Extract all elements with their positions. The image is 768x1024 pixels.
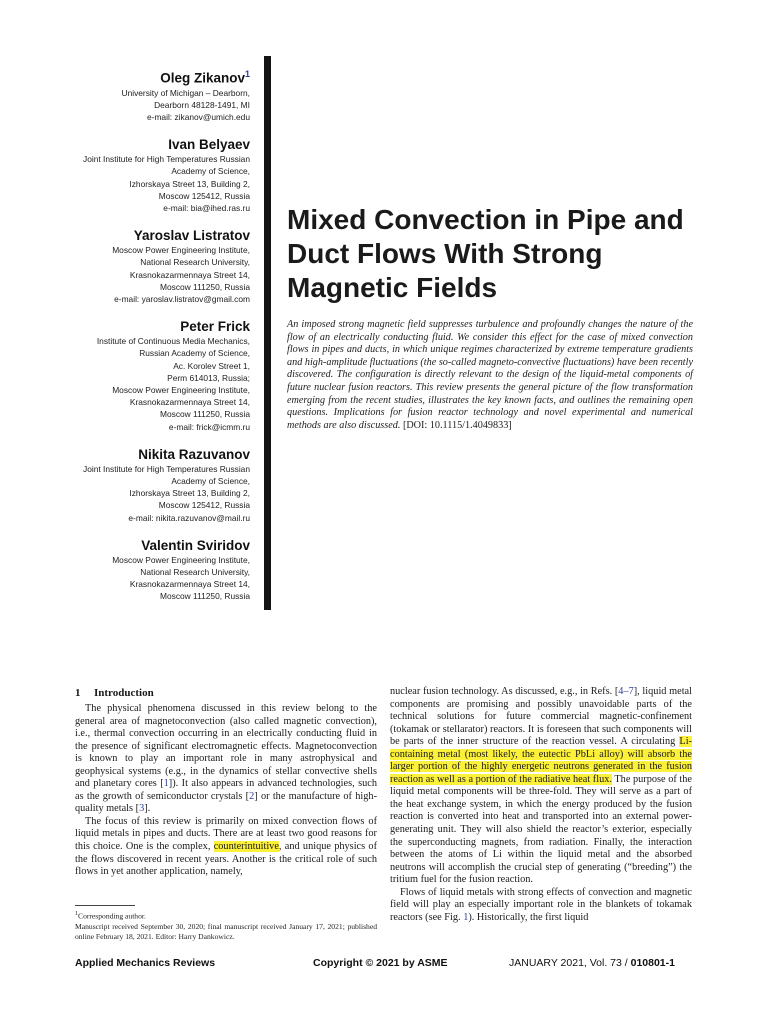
- section-heading: [75, 686, 377, 700]
- paper-title: Mixed Convection in Pipe and Duct Flows With Strong Magnetic Fields: [287, 204, 684, 303]
- author-email[interactable]: e-mail: zikanov@umich.edu: [147, 111, 250, 122]
- abstract: [287, 319, 693, 432]
- author-block: [60, 227, 250, 305]
- affiliation-line: Krasnokazarmennaya Street 14,: [129, 579, 250, 590]
- citation-link[interactable]: 3: [139, 803, 145, 815]
- affiliation-line: Krasnokazarmennaya Street 14,: [129, 397, 250, 408]
- affiliation-line: Perm 614013, Russia;: [167, 372, 250, 383]
- affiliation-line: Institute of Continuous Media Mechanics,: [96, 336, 250, 347]
- affiliation-line: National Research University,: [140, 257, 250, 268]
- paragraph: Flows of liquid metals with strong effects of convection and magnetic field will play an especially important role in the blankets of tokamak reactors (see Fig. 1). Historically, the first liquid: [390, 886, 692, 923]
- author-name: Peter Frick: [180, 319, 250, 335]
- citation-link[interactable]: 4–7: [618, 686, 634, 697]
- affiliation-line: Moscow 111250, Russia: [160, 591, 250, 602]
- body-column-left: [75, 686, 377, 879]
- affiliation-line: Izhorskaya Street 13, Building 2,: [129, 178, 250, 189]
- author-list: [60, 66, 250, 616]
- author-name: Nikita Razuvanov: [138, 446, 250, 462]
- author-block: [60, 66, 250, 123]
- affiliation-line: Academy of Science,: [171, 475, 250, 486]
- section-title: Introduction: [94, 687, 154, 699]
- figure-link[interactable]: 1: [463, 911, 469, 923]
- affiliation-line: Krasnokazarmennaya Street 14,: [129, 269, 250, 280]
- affiliation-line: Ac. Korolev Street 1,: [173, 360, 250, 371]
- copyright-notice: Copyright © 2021 by ASME: [313, 957, 448, 969]
- affiliation-line: Moscow Power Engineering Institute,: [112, 245, 250, 256]
- affiliation-line: Russian Academy of Science,: [139, 348, 250, 359]
- author-email[interactable]: e-mail: yaroslav.listratov@gmail.com: [114, 293, 250, 304]
- issue-info: JANUARY 2021, Vol. 73 / 010801-1: [509, 957, 675, 969]
- corresponding-author-mark[interactable]: 1: [244, 69, 250, 79]
- affiliation-line: Moscow Power Engineering Institute,: [112, 554, 250, 565]
- affiliation-line: Moscow 111250, Russia: [160, 281, 250, 292]
- highlighted-text: Li-containing metal (most likely, the eutectic PbLi alloy) will absorb the larger portion of the highly energetic neutrons generated in the fusion reaction as well as a portion of the radiative heat flux.: [390, 736, 692, 785]
- affiliation-line: Moscow 125412, Russia: [158, 500, 250, 511]
- paragraph: nuclear fusion technology. As discussed, e.g., in Refs. [4–7], liquid metal components are promising and possibly unavoidable parts of the technical solutions for future commercial magnetic-confinement (tokamak or stellarator) reactors. It is foreseen that such components will be parts of the inner structure of the reaction vessel. A circulating Li-containing metal (most likely, the eutectic PbLi alloy) will absorb the larger portion of the highly energetic neutrons generated in the fusion reaction as well as a portion of the radiative heat flux. The purpose of the liquid metal components will be three-fold. They will serve as a part of the heat exchange system, in which the energy produced by the fusion reaction is converted into heat and transported into an external power-generating unit. They will also shield the reactor’s exterior, especially the superconducting magnets, from radiation. Finally, the interaction between the atoms of Li within the liquid metal and the absorbed neutrons will accomplish the crucial step of generating (“breeding”) the tritium fuel for the fusion reaction.: [390, 686, 692, 886]
- footnote: [75, 909, 377, 942]
- body-column-right: [390, 686, 692, 924]
- citation-link[interactable]: 2: [249, 790, 255, 802]
- vertical-divider-bar: [264, 56, 271, 610]
- author-name: Valentin Sviridov: [141, 537, 250, 553]
- affiliation-line: National Research University,: [140, 566, 250, 577]
- page-id: 010801-1: [630, 957, 675, 969]
- author-name: Ivan Belyaev: [168, 137, 250, 153]
- affiliation-line: Moscow 125412, Russia: [158, 190, 250, 201]
- author-block: [60, 537, 250, 603]
- citation-link[interactable]: 1: [163, 778, 169, 790]
- affiliation-line: Moscow 111250, Russia: [160, 409, 250, 420]
- abstract-text: An imposed strong magnetic field suppresses turbulence and profoundly changes the nature of the flow of an electrically conducting fluid. We consider this effect for the case of mixed convection flows in pipes and ducts, in which unique regimes characterized by extreme temperature gradients and high-amplitude fluctuations (the so-called magneto-convective fluctuations) have been recently discovered. The configuration is directly relevant to the design of the liquid-metal components of future nuclear fusion reactors. This review presents the general picture of the flow transformation emerging from the recent studies, illustrates the key known facts, and outlines the remaining open questions. Implications for fusion reactor technology and novel experimental and numerical methods are also discussed.: [287, 319, 693, 431]
- author-email[interactable]: e-mail: nikita.razuvanov@mail.ru: [128, 512, 250, 523]
- footnote-rule: [75, 905, 135, 906]
- paragraph: The physical phenomena discussed in this review belong to the general area of magnetoconvection (also called magnetic convection), i.e., thermal convection occurring in an electrically conducting fluid in the presence of significant electromagnetic effects. Magnetoconvection is known to play an important role in many astrophysical and geophysical systems (e.g., in the dynamics of stellar convective shells and planetary cores [1]). It also appears in advanced technologies, such as the growth of semiconductor crystals [2] or the manufacture of high-quality metals [3].: [75, 703, 377, 815]
- highlighted-text: counterintuitive: [213, 841, 279, 853]
- author-block: [60, 446, 250, 524]
- author-name: Oleg Zikanov$^1$: [160, 69, 250, 86]
- section-number: 1: [75, 687, 81, 699]
- author-email[interactable]: e-mail: frick@icmm.ru: [168, 421, 250, 432]
- footnote-corresponding: $^1$Corresponding author.: [75, 911, 146, 921]
- doi-link[interactable]: [DOI: 10.1115/1.4049833]: [402, 419, 512, 431]
- affiliation-line: Izhorskaya Street 13, Building 2,: [129, 488, 250, 499]
- affiliation-line: Academy of Science,: [171, 166, 250, 177]
- author-email[interactable]: e-mail: bia@ihed.ras.ru: [163, 202, 250, 213]
- footnote-history: Manuscript received September 30, 2020; final manuscript received January 17, 2021; published online February 18, 2021. Editor: Harry Dankowicz.: [75, 921, 377, 942]
- author-block: [60, 318, 250, 433]
- affiliation-line: Joint Institute for High Temperatures Russian: [83, 154, 250, 165]
- affiliation-line: University of Michigan – Dearborn,: [121, 87, 250, 98]
- affiliation-line: Joint Institute for High Temperatures Russian: [83, 463, 250, 474]
- affiliation-line: Dearborn 48128-1491, MI: [154, 99, 250, 110]
- paragraph: The focus of this review is primarily on mixed convection flows of liquid metals in pipes and ducts. There are at least two good reasons for this choice. One is the complex, counterintuitive, and unique physics of the flows discovered in recent years. Another is the critical role of such flows in yet another application, namely,: [75, 815, 377, 878]
- affiliation-line: Moscow Power Engineering Institute,: [112, 384, 250, 395]
- author-block: [60, 136, 250, 214]
- journal-name: Applied Mechanics Reviews: [75, 957, 216, 969]
- author-name: Yaroslav Listratov: [133, 228, 250, 244]
- footnote-mark: 1: [75, 911, 78, 917]
